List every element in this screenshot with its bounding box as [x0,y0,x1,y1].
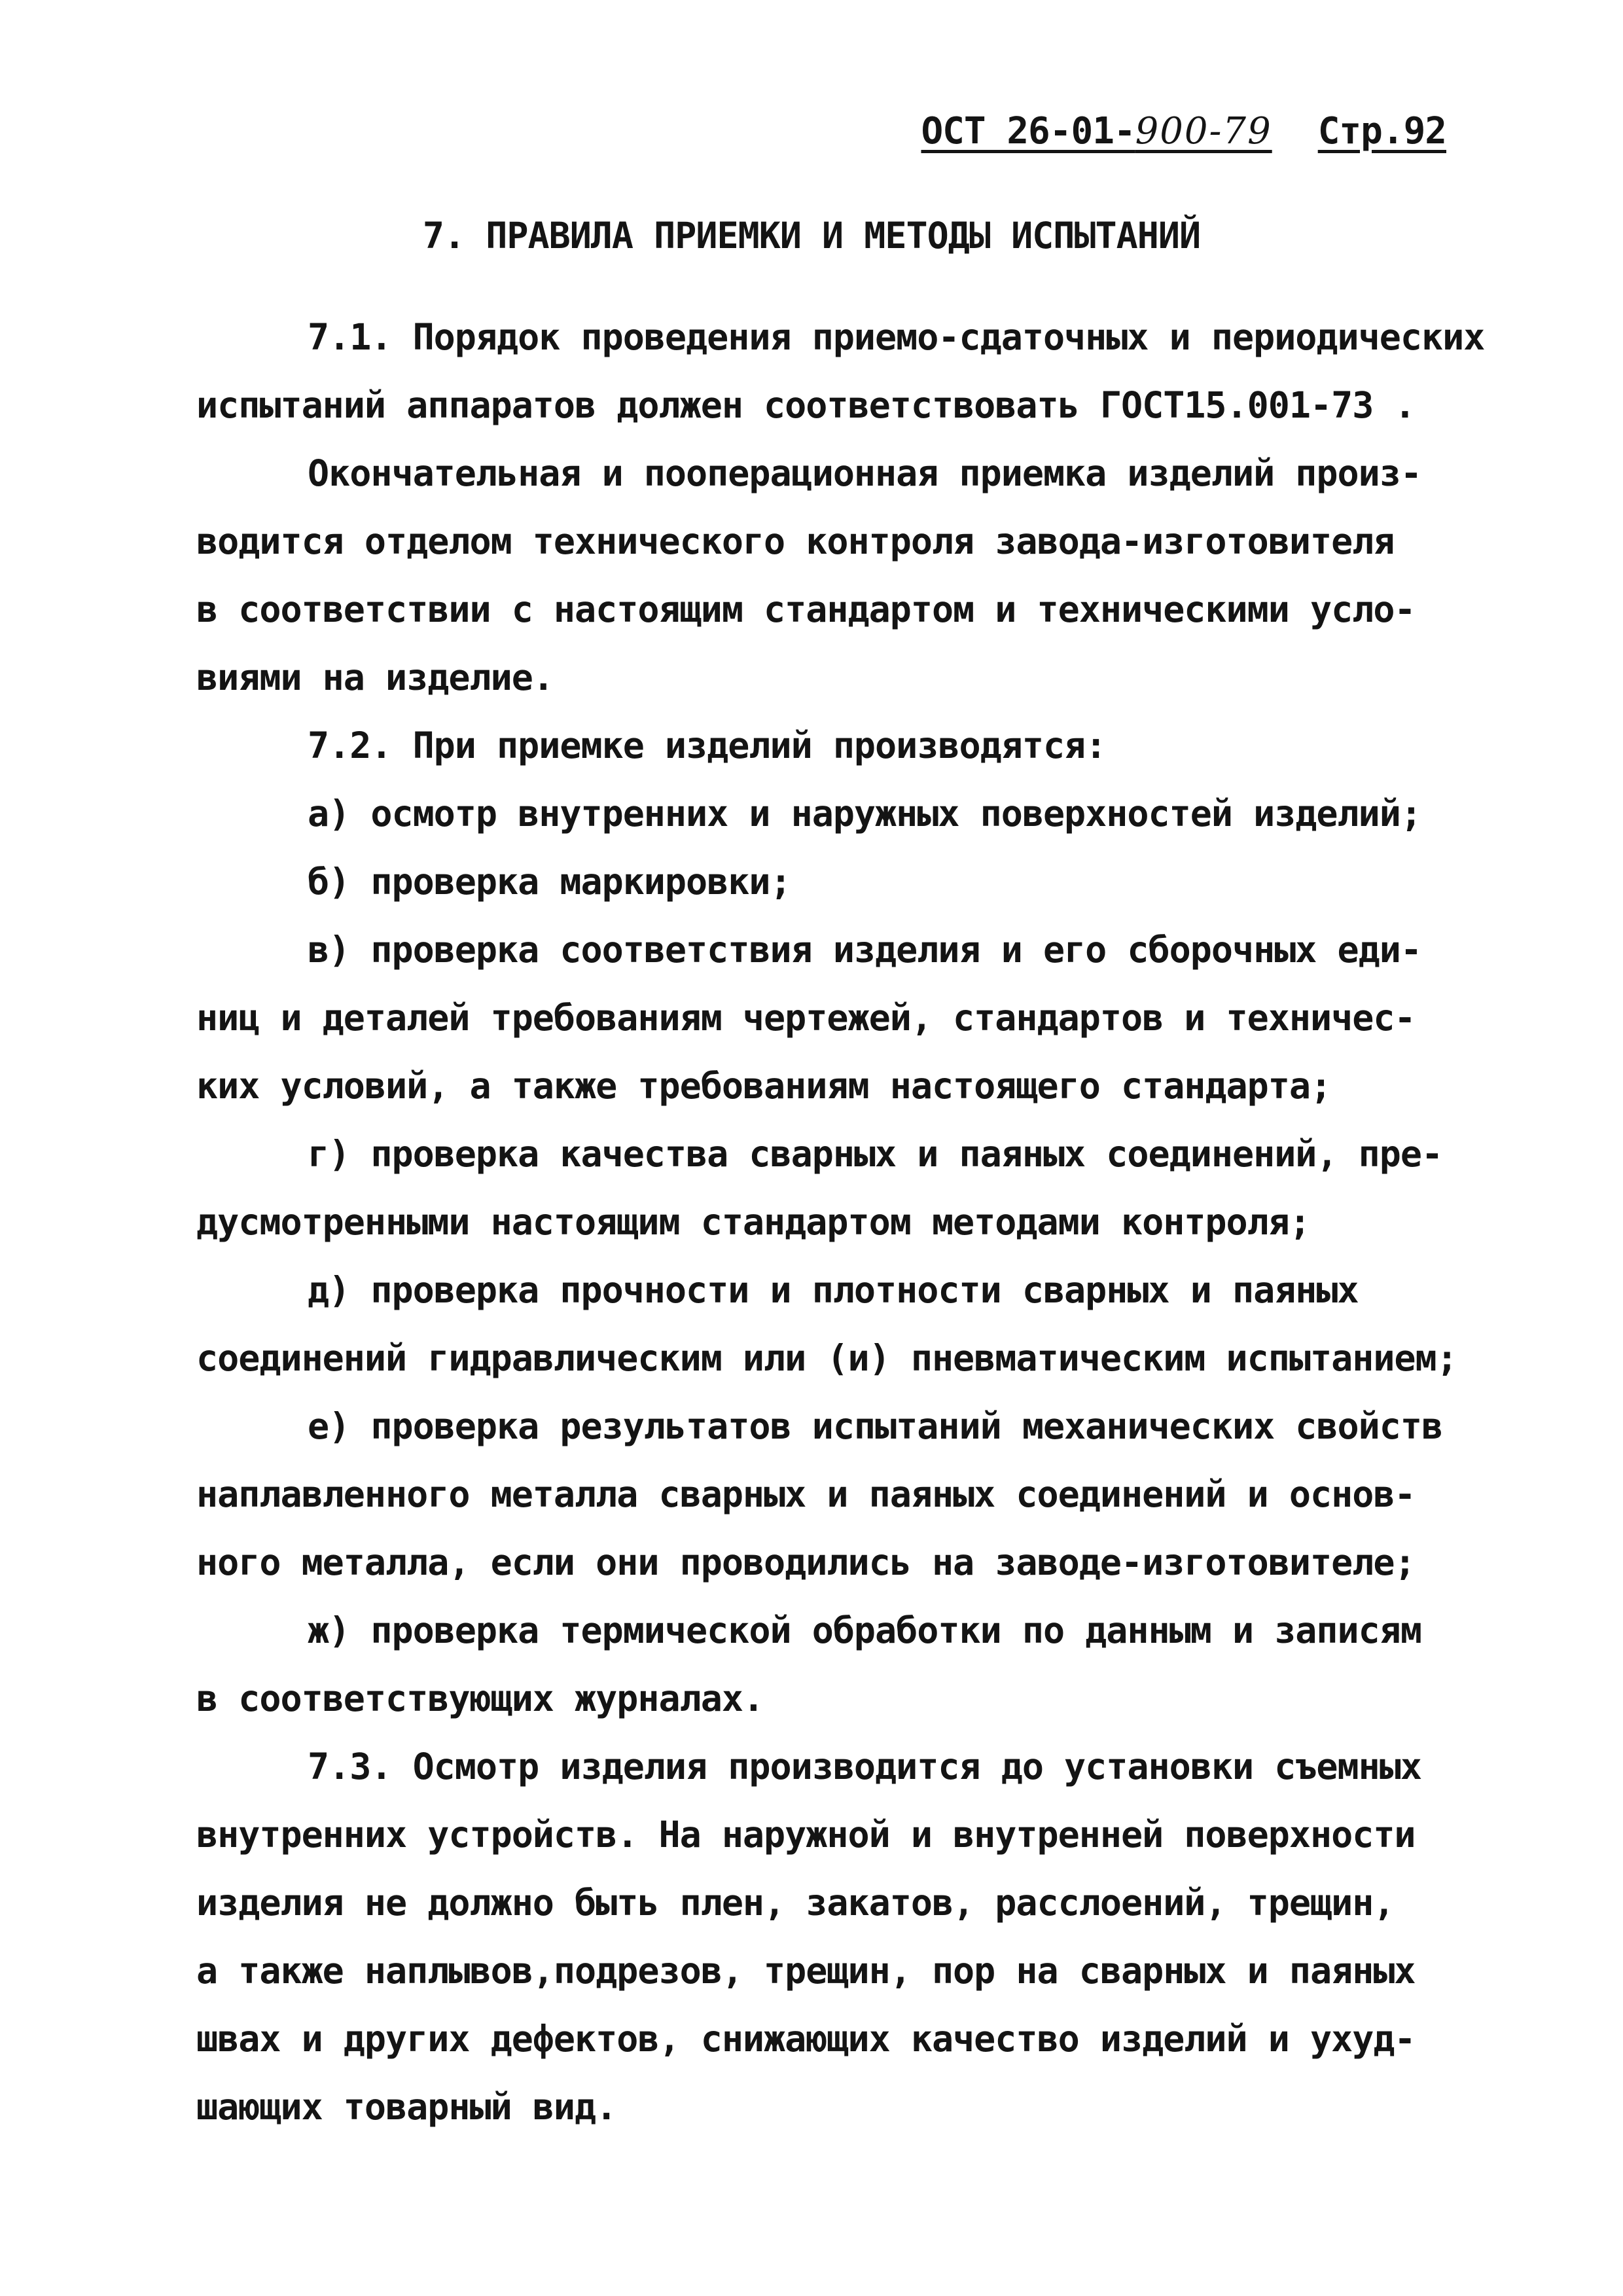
paragraph-line: виями на изделие. [196,656,554,698]
paragraph-line: швах и других дефектов, снижающих качество изделий и ухуд- [196,2018,1416,2060]
list-item-line: соединений гидравлическим или (и) пневматическим испытанием; [196,1337,1457,1379]
paragraph-line: внутренних устройств. На наружной и внутренней поверхности [196,1814,1416,1856]
page-header [921,110,1446,152]
page-number: Стр.92 [1317,110,1446,152]
standard-number-handwritten: 900-79 [1135,110,1272,152]
list-item-line: ниц и деталей требованиям чертежей, стандартов и техничес- [196,997,1416,1039]
list-item-line: б) проверка маркировки; [308,861,791,903]
list-item-line: ж) проверка термической обработки по данным и записям [308,1609,1421,1651]
list-item-line: ких условий, а также требованиям настоящего стандарта; [196,1065,1332,1107]
list-item-line: е) проверка результатов испытаний механических свойств [308,1405,1443,1447]
paragraph-line: в соответствии с настоящим стандартом и техническими усло- [196,588,1416,630]
paragraph-line: изделия не должно быть плен, закатов, расслоений, трещин, [196,1882,1395,1924]
list-item-line: а) осмотр внутренних и наружных поверхностей изделий; [308,793,1421,834]
list-item-line: в соответствующих журналах. [196,1677,764,1719]
paragraph-line: водится отделом технического контроля завода-изготовителя [196,520,1395,562]
list-item-line: в) проверка соответствия изделия и его сборочных еди- [308,929,1421,971]
paragraph-line: а также наплывов,подрезов, трещин, пор на сварных и паяных [196,1950,1416,1992]
list-item-line: г) проверка качества сварных и паяных соединений, пре- [308,1133,1443,1175]
paragraph-line: 7.2. При приемке изделий производятся: [308,725,1107,766]
standard-number-prefix: ОСТ 26-01- [921,110,1135,152]
paragraph-line: 7.3. Осмотр изделия производится до установки съемных [308,1746,1421,1787]
list-item-line: ного металла, если они проводились на заводе-изготовителе; [196,1541,1416,1583]
paragraph-line: шающих товарный вид. [196,2086,617,2128]
paragraph-line: Окончательная и пооперационная приемка изделий произ- [308,452,1421,494]
list-item-line: наплавленного металла сварных и паяных соединений и основ- [196,1473,1416,1515]
list-item-line: д) проверка прочности и плотности сварных и паяных [308,1269,1359,1311]
paragraph-line: испытаний аппаратов должен соответствовать ГОСТ15.001-73 . [196,384,1416,426]
section-title: 7. ПРАВИЛА ПРИЕМКИ И МЕТОДЫ ИСПЫТАНИЙ [422,215,1201,257]
list-item-line: дусмотренными настоящим стандартом методами контроля; [196,1201,1310,1243]
paragraph-line: 7.1. Порядок проведения приемо-сдаточных и периодических [308,316,1485,358]
